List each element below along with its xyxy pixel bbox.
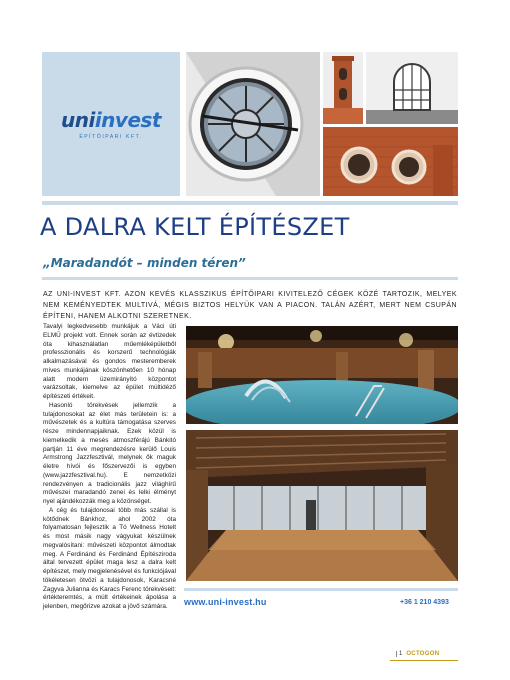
company-logo (42, 52, 180, 196)
round-window-photo (186, 52, 320, 196)
footer-rule (390, 660, 458, 661)
brick-facade-photo (323, 127, 458, 196)
logo-tagline: ÉPÍTŐIPARI KFT. (79, 134, 143, 140)
logo-invest: invest (94, 108, 161, 132)
brick-tower-photo (323, 52, 363, 124)
page-number: 1 (396, 651, 402, 657)
article-title: A DALRA KELT ÉPÍTÉSZET (40, 213, 350, 241)
subtitle-divider (42, 277, 458, 280)
company-website-link[interactable]: www.uni-invest.hu (184, 597, 267, 607)
logo-uni: uni (60, 108, 95, 132)
article-body (43, 323, 176, 612)
logo-wordmark (61, 108, 161, 132)
concert-hall-rendering (186, 430, 458, 581)
article-paragraph-1: Tavalyi legkedvesebb munkájuk a Váci úti ELMŰ projekt volt. Ennek során az évtizedek óta kihasználatlan műemléképületből professzionális és korszerű technológiák alkalmazásával és gondos mesteremberek míves munkájának köszönhetően 10 hónap alatt modern üzemirányító központot varázsoltak, kiemelve az épület múltidéző építészeti értékeit. (43, 323, 176, 400)
arched-window-interior-photo (366, 52, 458, 124)
page-footer (396, 651, 439, 657)
company-phone: +36 1 210 4393 (400, 599, 449, 606)
article-paragraph-2: Hasonló törekvések jellemzik a tulajdonosokat az élet más területein is: a művészetek és a kultúra támogatása szerves része mindennapjaiknak. Ezek közül is kiemelkedik a mesés atmoszférájú Bánkitó partján 11 éve megrendezésre kerülő Louis Armstrong Jazzfesztivál, melynek ők maguk életre hívói és főszervezői is egyben (www.jazzfesztival.hu). E nemzetközi rendezvényen a tradicionális jazz világhírű művészei maradandó zenei és lelki élményt nyel ajándékozzák meg a közönséget. (43, 401, 176, 505)
contact-divider (184, 588, 458, 591)
article-lead: AZ UNI-INVEST KFT. AZON KEVÉS KLASSZIKUS ÉPÍTŐIPARI KIVITELEZŐ CÉGEK KÖZÉ TARTOZIK, MELYEK NEM KEMÉNYEDTEK MULTIVÁ, MÉGIS BIZTOS HELYÜK VAN A PIACON. TALÁN AZÉRT, MERT NEM CSUPÁN ÉPÍTENI, HANEM ALKOTNI SZERETNEK. (43, 291, 457, 321)
magazine-name: OCTOGON (406, 651, 440, 657)
article-subtitle: „Maradandót – minden téren” (43, 256, 246, 270)
top-divider (42, 201, 458, 205)
article-paragraph-3: A cég és tulajdonosai több más szállal is kötődnek Bánkhoz, ahol 2002 óta folyamatosan fejlesztik a Tó Wellness Hotelt és most másik nagy vágyukat készülnek megvalósítani: művészeti központot álmodtak meg. A Ferdinánd és Ferdinánd Építésziroda által tervezett épület maga lesz a dalra kelt építészet, mely megjelenésével és funkciójával tökéletesen ötvözi a tulajdonosok, Karacsné Zagyva Julianna és Karacs Ferenc törekvéseit: értékteremtés, a múlt értékeinek ápolása a jelenben, megőrizve azokat a jövő számára. (43, 506, 176, 610)
wellness-pool-photo (186, 326, 458, 424)
